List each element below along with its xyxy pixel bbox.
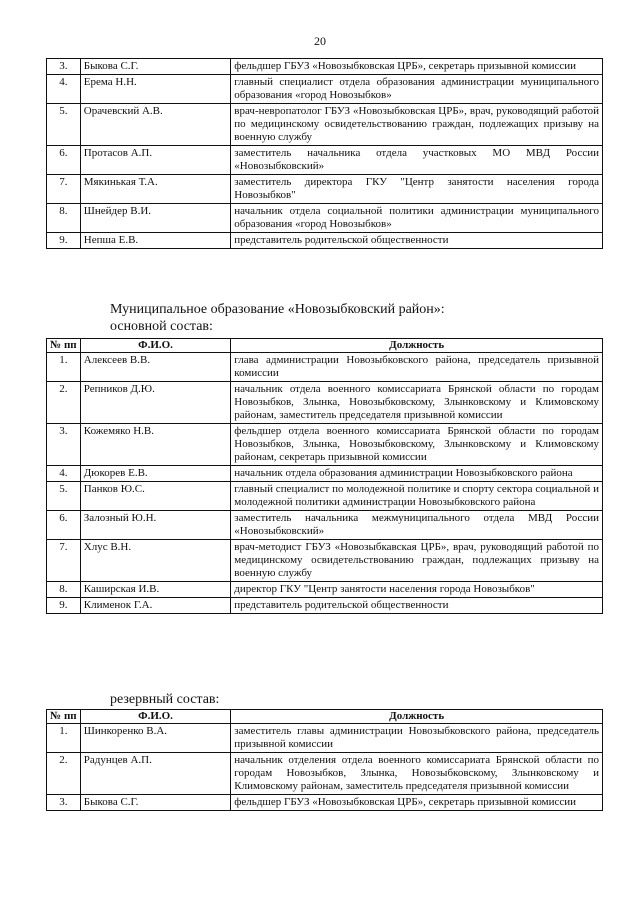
table-row: [47, 104, 603, 146]
member-position: начальник отдела военного комиссариата Брянской области по городам Новозыбков, Злынка, Новозыбковскому, Злынковскому и Климовскому районам, заместитель председателя призывной комиссии: [231, 382, 603, 424]
column-header-position: Должность: [231, 710, 603, 724]
table-row: [47, 75, 603, 104]
member-position: начальник отделения отдела военного комиссариата Брянской области по городам Новозыбков, Злынка, Новозыбковскому, Злынковскому и Климовскому районам, заместитель председателя призывной комиссии: [231, 753, 603, 795]
table-row: [47, 382, 603, 424]
row-number: 4.: [47, 466, 81, 482]
row-number: 4.: [47, 75, 81, 104]
member-position: фельдшер ГБУЗ «Новозыбковская ЦРБ», секретарь призывной комиссии: [231, 795, 603, 811]
table-row: [47, 511, 603, 540]
member-name: Шинкоренко В.А.: [80, 724, 231, 753]
page-number: 20: [314, 34, 326, 48]
member-name: Кожемяко Н.В.: [80, 424, 231, 466]
member-name: Залозный Ю.Н.: [80, 511, 231, 540]
member-position: заместитель директора ГКУ "Центр занятости населения города Новозыбков": [231, 175, 603, 204]
table-row: [47, 59, 603, 75]
table-header-row: [47, 710, 603, 724]
commission-table-district-reserve: [46, 709, 603, 811]
member-position: директор ГКУ "Центр занятости населения города Новозыбков": [231, 582, 603, 598]
row-number: 9.: [47, 233, 81, 249]
member-name: Быкова С.Г.: [80, 59, 231, 75]
table-body: [47, 353, 603, 614]
member-position: заместитель главы администрации Новозыбковского района, председатель призывной комиссии: [231, 724, 603, 753]
member-position: начальник отдела социальной политики администрации муниципального образования «город Новозыбков»: [231, 204, 603, 233]
column-header-name: Ф.И.О.: [80, 339, 231, 353]
column-header-num: № пп: [47, 339, 81, 353]
table-body: [47, 59, 603, 249]
row-number: 3.: [47, 795, 81, 811]
member-name: Ерема Н.Н.: [80, 75, 231, 104]
table-row: [47, 233, 603, 249]
table-row: [47, 204, 603, 233]
member-name: Шнейдер В.И.: [80, 204, 231, 233]
row-number: 2.: [47, 382, 81, 424]
member-name: Радунцев А.П.: [80, 753, 231, 795]
row-number: 8.: [47, 582, 81, 598]
member-position: главный специалист по молодежной политике и спорту сектора социальной и молодежной политики администрации Новозыбковского района: [231, 482, 603, 511]
column-header-num: № пп: [47, 710, 81, 724]
row-number: 3.: [47, 424, 81, 466]
row-number: 5.: [47, 482, 81, 511]
member-position: заместитель начальника межмуниципального отдела МВД России «Новозыбковский»: [231, 511, 603, 540]
table-row: [47, 753, 603, 795]
table-row: [47, 482, 603, 511]
table-row: [47, 353, 603, 382]
section-heading-district: Муниципальное образование «Новозыбковский район»:: [110, 302, 445, 317]
table-row: [47, 424, 603, 466]
member-position: глава администрации Новозыбковского района, председатель призывной комиссии: [231, 353, 603, 382]
member-name: Алексеев В.В.: [80, 353, 231, 382]
row-number: 9.: [47, 598, 81, 614]
section-subheading-reserve: резервный состав:: [110, 692, 220, 707]
member-name: Клименок Г.А.: [80, 598, 231, 614]
commission-table-city: [46, 58, 603, 249]
member-name: Быкова С.Г.: [80, 795, 231, 811]
member-name: Орачевский А.В.: [80, 104, 231, 146]
row-number: 3.: [47, 59, 81, 75]
commission-table-district-main: [46, 338, 603, 614]
table-row: [47, 598, 603, 614]
member-position: фельдшер ГБУЗ «Новозыбковская ЦРБ», секретарь призывной комиссии: [231, 59, 603, 75]
row-number: 1.: [47, 353, 81, 382]
section-subheading-main: основной состав:: [110, 319, 213, 334]
member-name: Дюкорев Е.В.: [80, 466, 231, 482]
row-number: 2.: [47, 753, 81, 795]
member-position: врач-методист ГБУЗ «Новозыбкавская ЦРБ», врач, руководящий работой по медицинскому освидетельствованию граждан, подлежащих призыву на военную службу: [231, 540, 603, 582]
row-number: 7.: [47, 540, 81, 582]
member-name: Панков Ю.С.: [80, 482, 231, 511]
row-number: 6.: [47, 146, 81, 175]
row-number: 7.: [47, 175, 81, 204]
member-name: Мякинькая Т.А.: [80, 175, 231, 204]
row-number: 8.: [47, 204, 81, 233]
table-row: [47, 582, 603, 598]
member-position: фельдшер отдела военного комиссариата Брянской области по городам Новозыбков, Злынка, Новозыбковскому, Злынковскому и Климовскому районам, секретарь призывной комиссии: [231, 424, 603, 466]
member-name: Каширская И.В.: [80, 582, 231, 598]
member-name: Хлус В.Н.: [80, 540, 231, 582]
table-row: [47, 175, 603, 204]
member-position: представитель родительской общественности: [231, 598, 603, 614]
row-number: 1.: [47, 724, 81, 753]
member-name: Непша Е.В.: [80, 233, 231, 249]
table-body: [47, 724, 603, 811]
row-number: 5.: [47, 104, 81, 146]
column-header-name: Ф.И.О.: [80, 710, 231, 724]
table-header-row: [47, 339, 603, 353]
member-name: Репников Д.Ю.: [80, 382, 231, 424]
table-row: [47, 540, 603, 582]
member-position: начальник отдела образования администрации Новозыбковского района: [231, 466, 603, 482]
member-name: Протасов А.П.: [80, 146, 231, 175]
member-position: представитель родительской общественности: [231, 233, 603, 249]
table-row: [47, 795, 603, 811]
member-position: главный специалист отдела образования администрации муниципального образования «город Новозыбков»: [231, 75, 603, 104]
member-position: врач-невропатолог ГБУЗ «Новозыбковская ЦРБ», врач, руководящий работой по медицинскому освидетельствованию граждан, подлежащих призыву на военную службу: [231, 104, 603, 146]
row-number: 6.: [47, 511, 81, 540]
column-header-position: Должность: [231, 339, 603, 353]
member-position: заместитель начальника отдела участковых МО МВД России «Новозыбковский»: [231, 146, 603, 175]
table-row: [47, 466, 603, 482]
table-row: [47, 146, 603, 175]
table-row: [47, 724, 603, 753]
